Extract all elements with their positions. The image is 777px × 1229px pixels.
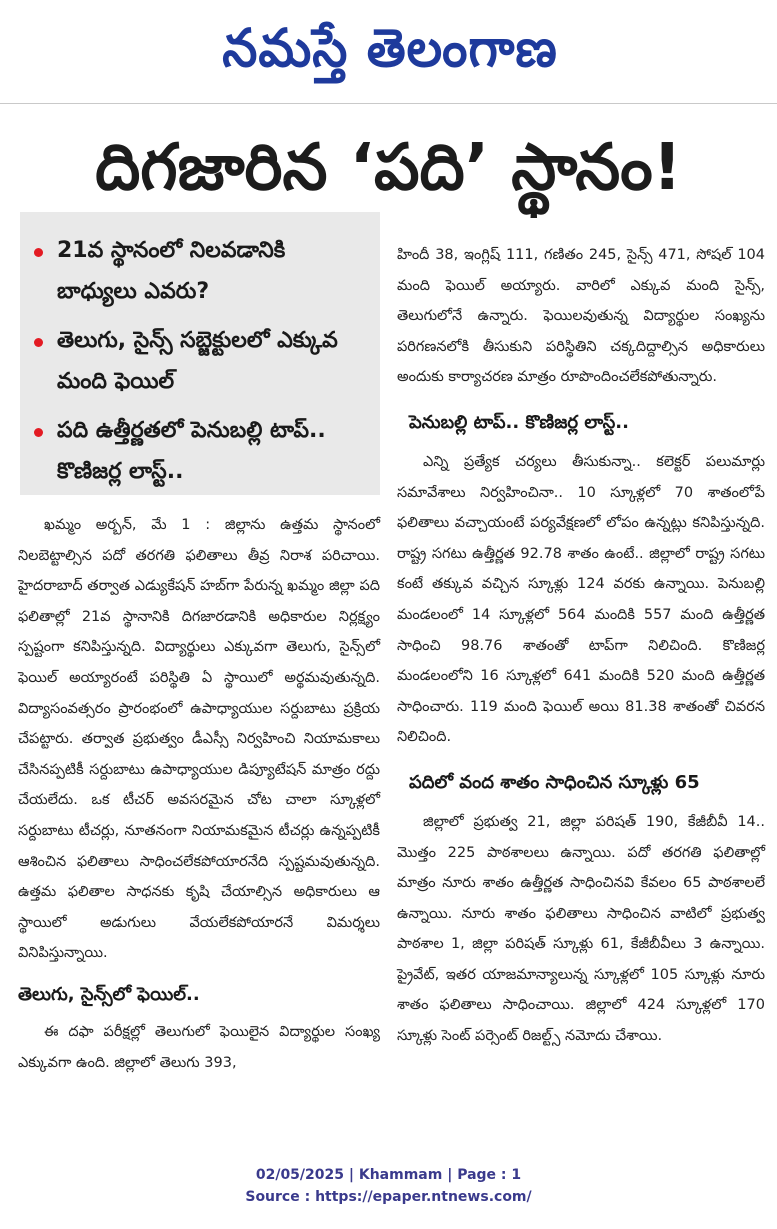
- body-paragraph: హిందీ 38, ఇంగ్లిష్ 111, గణితం 245, సైన్స్ 471, సోషల్ 104 మంది ఫెయిల్ అయ్యారు. వారిలో ఎక్కువ మంది సైన్స్, తెలుగులోనే ఉన్నారు. ఫెయిలవుతున్న విద్యార్థుల సంఖ్యను పరిగణనలోకి తీసుకుని పరిస్థితిని చక్కదిద్దాల్సిన అధికారులు అందుకు కార్యాచరణ మాత్రం రూపొందించలేకపోతున్నారు.: [397, 247, 765, 386]
- bullet-icon: [34, 428, 43, 437]
- highlight-text: పది ఉత్తీర్ణతలో పెనుబల్లి టాప్.. కొణిజర్ల లాస్ట్..: [57, 418, 326, 484]
- newspaper-logo: నమస్తే తెలంగాణ: [222, 17, 558, 79]
- edition-info: 02/05/2025 | Khammam | Page : 1: [255, 1167, 522, 1183]
- bullet-icon: [34, 248, 43, 257]
- bullet-icon: [34, 338, 43, 347]
- masthead-divider: [0, 103, 777, 104]
- highlight-item: [34, 410, 370, 492]
- intro-paragraph: ఖమ్మం అర్బన్, మే 1 : జిల్లాను ఉత్తమ స్థానంలో నిలబెట్టాల్సిన పదో తరగతి ఫలితాలు తీవ్ర నిరాశ పరిచాయి. హైదరాబాద్ తర్వాత ఎడ్యుకేషన్ హబ్‌గా పేరున్న ఖమ్మం జిల్లా పది ఫలితాల్లో 21వ స్థానానికి దిగజారడానికి అధికారుల నిర్లక్ష్యం స్పష్టంగా కనిపిస్తున్నది. విద్యార్థులు ఎక్కువగా తెలుగు, సైన్స్‌లో ఫెయిల్ అయ్యారంటే పరిస్థితి ఏ స్థాయిలో అర్థమవుతున్నది. విద్యాసంవత్సరం ప్రారంభంలో ఉపాధ్యాయుల సర్దుబాటు ప్రక్రియ చేపట్టారు. తర్వాత ప్రభుత్వం డీఎస్సీ నిర్వహించి నియామకాలు చేసినప్పటికీ సర్దుబాటు ఉపాధ్యాయుల డిప్యూటేషన్ మాత్రం రద్దు చేయలేదు. ఒక టీచర్ అవసరమైన చోట చాలా స్కూళ్లలో సర్దుబాటు టీచర్లు, నూతనంగా నియామకమైన టీచర్లు ఉన్నప్పటికీ ఆశించిన ఫలితాలు సాధించలేకపోయారనేది స్పష్టమవుతున్నది. ఉత్తమ ఫలితాల సాధనకు కృషి చేయాల్సిన అధికారులు ఆ స్థాయిలో అడుగులు వేయలేకపోయారనే విమర్శలు వినిపిస్తున్నాయి.: [18, 517, 380, 962]
- highlight-item: [34, 230, 370, 312]
- section-subheading: పదిలో వంద శాతం సాధించిన స్కూళ్లు 65: [409, 771, 700, 793]
- source-link[interactable]: Source : https://epaper.ntnews.com/: [245, 1189, 532, 1205]
- article-headline: దిగజారిన ‘పది’ స్థానం!: [95, 131, 682, 205]
- body-paragraph: ఎన్ని ప్రత్యేక చర్యలు తీసుకున్నా.. కలెక్టర్ పలుమార్లు సమావేశాలు నిర్వహించినా.. 10 స్కూళ్లలో 70 శాతంలోపే ఫలితాలు వచ్చాయంటే పర్యవేక్షణలో లోపం ఉన్నట్లు కనిపిస్తున్నది. రాష్ట్ర సగటు ఉత్తీర్ణత 92.78 శాతం ఉంటే.. జిల్లాలో రాష్ట్ర సగటు కంటే తక్కువ వచ్చిన స్కూళ్లు 124 వరకు ఉన్నాయి. పెనుబల్లి మండలంలో 14 స్కూళ్లలో 564 మందికి 557 మంది ఉత్తీర్ణత సాధించి 98.76 శాతంతో టాప్‌గా నిలిచింది. కొణిజర్ల మండలంలోని 16 స్కూళ్లలో 641 మందికి 520 మంది ఉత్తీర్ణత సాధించారు. 119 మంది ఫెయిల్ అయి 81.38 శాతంతో చివరన నిలిచింది.: [397, 453, 765, 746]
- section-subheading: తెలుగు, సైన్స్‌లో ఫెయిల్..: [18, 983, 200, 1005]
- highlight-text: తెలుగు, సైన్స్ సబ్జెక్టులలో ఎక్కువ మంది ఫెయిల్: [57, 328, 338, 394]
- highlight-item: [34, 320, 370, 402]
- left-column: [18, 510, 380, 1078]
- section-subheading: పెనుబల్లి టాప్.. కొణిజర్ల లాస్ట్..: [409, 411, 629, 433]
- highlight-text: 21వ స్థానంలో నిలవడానికి బాధ్యులు ఎవరు?: [57, 238, 286, 304]
- right-column: [397, 240, 765, 1052]
- body-paragraph: జిల్లాలో ప్రభుత్వ 21, జిల్లా పరిషత్ 190, కేజీబీవీ 14.. మొత్తం 225 పాఠశాలలు ఉన్నాయి. పదో తరగతి ఫలితాల్లో మాత్రం నూరు శాతం ఉత్తీర్ణత సాధించినవి కేవలం 65 పాఠశాలలే ఉన్నాయి. నూరు శాతం ఫలితాలు సాధించిన వాటిలో ప్రభుత్వ పాఠశాల 1, జిల్లా పరిషత్ స్కూళ్లు 61, కేజీబీవీలు 3 ఉన్నాయి. ప్రైవేట్, ఇతర యాజమాన్యాలున్న స్కూళ్లలో 105 స్కూళ్లు నూరు శాతం ఫలితాలు సాధించాయి. జిల్లాలో 424 స్కూళ్లలో 170 స్కూళ్లు సెంట్ పర్సెంట్ రిజల్ట్స్ నమోదు చేశాయి.: [397, 813, 765, 1045]
- highlights-box: [20, 212, 380, 495]
- body-paragraph: ఈ దఫా పరీక్షల్లో తెలుగులో ఫెయిలైన విద్యార్థుల సంఖ్య ఎక్కువగా ఉంది. జిల్లాలో తెలుగు 393,: [18, 1023, 380, 1071]
- masthead: [0, 0, 777, 100]
- page-footer: [0, 1164, 777, 1208]
